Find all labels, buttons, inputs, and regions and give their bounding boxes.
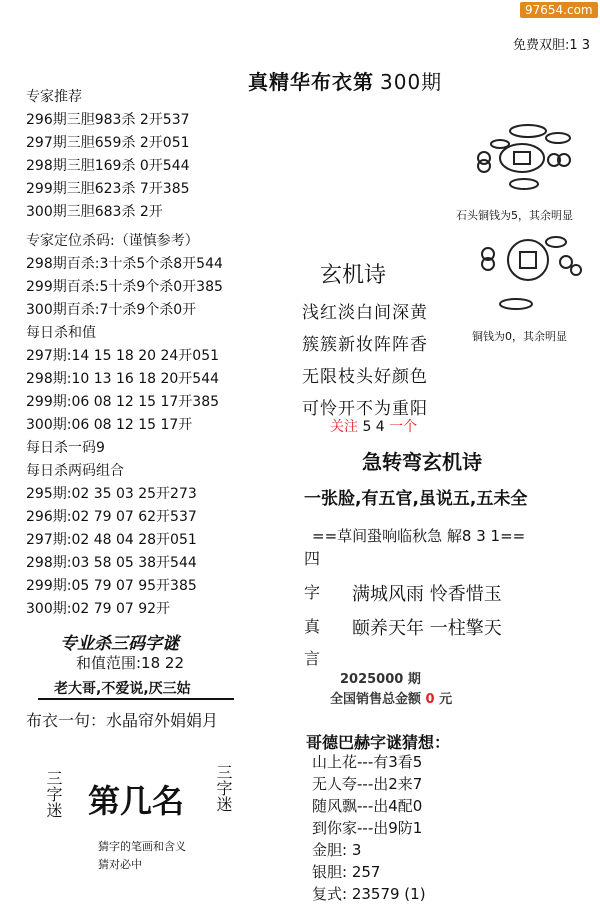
sales-text: 全国销售总金额 [330, 692, 422, 707]
goethe-line: 无人夸---出2来7 [312, 775, 423, 793]
sales-total [330, 688, 452, 707]
title-issue: 300期 [380, 70, 443, 94]
left-column [26, 86, 266, 621]
four-char-zhen: 真 [304, 617, 321, 636]
expert-line: 300期三胆683杀 2开 [26, 204, 163, 220]
sales-unit: 元 [439, 692, 453, 707]
focus-tail: 一个 [389, 419, 418, 435]
daily-two-line: 296期:02 79 07 62开537 [26, 509, 197, 525]
daily-sum-line: 299期:06 08 12 15 17开385 [26, 394, 220, 410]
riddle-right-label: 三字迷 [214, 764, 233, 812]
boss-riddle: 老大哥,不爱说,厌三姑 [54, 681, 191, 697]
guess-hint-2: 猜对必中 [98, 858, 142, 871]
site-watermark: 97654.com [520, 2, 598, 18]
daily-two-line: 295期:02 35 03 25开273 [26, 486, 197, 502]
sales-zero: 0 [425, 692, 435, 707]
image-caption-1: 石头铜钱为5，其余明显 [456, 209, 573, 222]
kill-code-line: 300期百杀:7十杀9个杀0开 [26, 302, 197, 318]
turn-title: 急转弯玄机诗 [362, 450, 482, 474]
buyi-sentence: 布衣一句：水晶帘外娟娟月 [26, 711, 219, 730]
gold-dan: 金胆: 3 [312, 841, 362, 859]
four-char-si: 四 [304, 549, 321, 568]
four-char-zi: 字 [304, 583, 321, 602]
guess-main: 第几名 [88, 782, 185, 820]
goethe-line: 随风飘---出4配0 [312, 797, 423, 815]
grass-line: ==草间蛩响临秋急 解8 3 1== [312, 527, 526, 545]
riddle-title: 专业杀三码字谜 [60, 634, 179, 654]
focus-label: 关注 [330, 419, 358, 435]
four-char-yan: 言 [304, 649, 321, 668]
truth-line: 颐养天年 一柱擎天 [352, 618, 502, 639]
focus-nums: 5 4 [362, 419, 385, 435]
kill-code-line: 298期百杀:3十杀5个杀8开544 [26, 256, 223, 272]
daily-two-line: 300期:02 79 07 92开 [26, 601, 171, 617]
kill-code-line: 299期百杀:5十杀9个杀0开385 [26, 279, 223, 295]
title-text: 真精华布衣第 [248, 70, 374, 94]
poem-line: 浅红淡白间深黄 [302, 303, 428, 323]
daily-one-heading: 每日杀一码9 [26, 440, 105, 456]
kill-code-heading: 专家定位杀码:（谨慎参考） [26, 233, 199, 249]
daily-sum-heading: 每日杀和值 [26, 325, 96, 341]
daily-two-heading: 每日杀两码组合 [26, 463, 124, 479]
goethe-title: 哥德巴赫字谜猜想： [306, 733, 451, 752]
guess-hint: 猜字的笔画和含义 [98, 840, 186, 853]
expert-line: 297期三胆659杀 2开051 [26, 135, 190, 151]
daily-sum-line: 297期:14 15 18 20 24开051 [26, 348, 220, 364]
image-caption-2: 铜钱为0，其余明显 [472, 330, 567, 343]
poem-line: 无限枝头好颜色 [302, 367, 428, 387]
turn-line: 一张脸,有五官,虽说五,五未全 [304, 489, 528, 509]
goethe-line: 山上花---有3看5 [312, 753, 423, 771]
expert-heading: 专家推荐 [26, 89, 82, 105]
focus-line [330, 416, 417, 436]
expert-line: 299期三胆623杀 7开385 [26, 181, 190, 197]
sum-range: 和值范围:18 22 [76, 654, 184, 672]
issue-count: 2025000 期 [340, 672, 421, 687]
daily-two-line: 298期:03 58 05 38开544 [26, 555, 197, 571]
coin-drawing-2 [476, 230, 586, 322]
daily-two-line: 299期:05 79 07 95开385 [26, 578, 197, 594]
poem-line: 簇簇新妆阵阵香 [302, 335, 428, 355]
daily-sum-line: 300期:06 08 12 15 17开 [26, 417, 193, 433]
free-pick: 免费双胆:1 3 [512, 38, 590, 53]
truth-line: 满城风雨 怜香惜玉 [352, 584, 502, 605]
coin-drawing-1 [470, 118, 580, 200]
goethe-line: 到你家---出9防1 [312, 819, 423, 837]
expert-line: 298期三胆169杀 0开544 [26, 158, 190, 174]
page-title [248, 66, 442, 95]
poem-line: 可怜开不为重阳 [302, 399, 428, 419]
riddle-left-label: 三字迷 [44, 770, 63, 818]
silver-dan: 银胆: 257 [312, 863, 381, 881]
expert-line: 296期三胆983杀 2开537 [26, 112, 190, 128]
daily-two-line: 297期:02 48 04 28开051 [26, 532, 197, 548]
compound-pick: 复式: 23579 (1) [312, 885, 426, 903]
daily-sum-line: 298期:10 13 16 18 20开544 [26, 371, 220, 387]
poem-title: 玄机诗 [320, 263, 387, 288]
